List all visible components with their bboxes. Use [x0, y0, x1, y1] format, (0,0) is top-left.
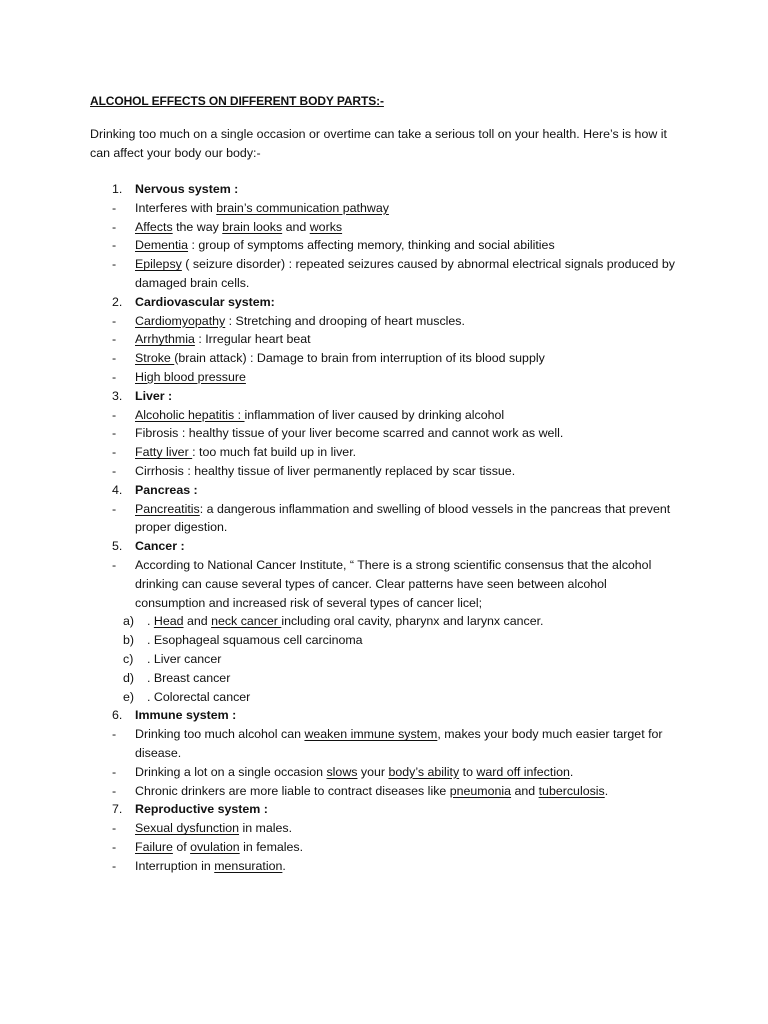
section-title: Pancreas : [135, 482, 198, 497]
sub-list-item [90, 669, 680, 688]
dash-marker: - [112, 238, 117, 253]
underlined-term: mensuration [214, 858, 283, 873]
dash-marker: - [112, 821, 117, 836]
bullet-text: . [604, 783, 609, 798]
dash-marker: - [112, 351, 117, 366]
sub-list-marker: e) [123, 689, 135, 704]
sub-list-item [90, 612, 680, 631]
section-title: Immune system : [135, 708, 237, 723]
sub-list-text: . [147, 614, 154, 629]
underlined-term: Epilepsy [135, 257, 182, 272]
bullet-text: Fibrosis : healthy tissue of your liver become scarred and cannot work as well. [135, 426, 564, 441]
bullet-item [90, 462, 680, 481]
underlined-term: brain looks [222, 219, 283, 234]
section-number: 3. [112, 388, 123, 403]
bullet-item [90, 406, 680, 425]
bullet-item [90, 349, 680, 368]
dash-marker: - [112, 557, 117, 572]
bullet-text: and [511, 783, 539, 798]
bullet-item [90, 556, 680, 612]
bullet-item [90, 368, 680, 387]
underlined-term: tuberculosis [538, 783, 605, 798]
intro-paragraph: Drinking too much on a single occasion or overtime can take a serious toll on your health. Here’s is how it can affect your body our body:- [90, 127, 667, 160]
bullet-text: . [282, 858, 286, 873]
sub-list-marker: d) [123, 670, 135, 685]
dash-marker: - [112, 407, 117, 422]
dash-marker: - [112, 219, 117, 234]
section-heading [90, 481, 680, 500]
dash-marker: - [112, 369, 117, 384]
bullet-text: , makes your body much easier target for disease. [135, 727, 663, 760]
dash-marker: - [112, 839, 117, 854]
sub-list-text: . Colorectal cancer [147, 689, 251, 704]
underlined-term: Sexual dysfunction [135, 821, 240, 836]
underlined-term: works [309, 219, 343, 234]
section-number: 6. [112, 708, 123, 723]
bullet-text: (brain attack) : Damage to brain from interruption of its blood supply [174, 351, 545, 366]
dash-marker: - [112, 426, 117, 441]
sub-list-item [90, 631, 680, 650]
bullet-text: : group of symptoms affecting memory, thinking and social abilities [188, 238, 555, 253]
underlined-term: Stroke [135, 351, 175, 366]
underlined-term: body’s ability [388, 764, 460, 779]
sub-list-text: including oral cavity, pharynx and larynx cancer. [281, 614, 544, 629]
dash-marker: - [112, 463, 117, 478]
underlined-term: Alcoholic hepatitis : [135, 407, 245, 422]
sub-list-text: . Esophageal squamous cell carcinoma [147, 633, 363, 648]
sub-list-text: . Liver cancer [147, 651, 222, 666]
dash-marker: - [112, 727, 117, 742]
bullet-text: : Irregular heart beat [194, 332, 311, 347]
bullet-item [90, 236, 680, 255]
sub-list-text: . Breast cancer [147, 670, 231, 685]
bullet-text: to [459, 764, 477, 779]
underlined-term: Affects [135, 219, 173, 234]
underlined-term: weaken immune system [304, 727, 438, 742]
bullet-item [90, 255, 680, 293]
dash-marker: - [112, 313, 117, 328]
underlined-term: ward off infection [476, 764, 570, 779]
bullet-item [90, 218, 680, 237]
bullet-item [90, 312, 680, 331]
bullet-text: : Stretching and drooping of heart muscles. [225, 313, 465, 328]
section-number: 2. [112, 294, 123, 309]
bullet-item [90, 838, 680, 857]
bullet-text: : a dangerous inflammation and swelling of blood vessels in the pancreas that prevent proper digestion. [135, 501, 671, 535]
dash-marker: - [112, 764, 117, 779]
underlined-term: ovulation [190, 839, 240, 854]
bullet-text: inflammation of liver caused by drinking alcohol [244, 407, 505, 422]
section-list [90, 180, 680, 875]
bullet-text: the way [172, 219, 223, 234]
section-title: Cancer : [135, 539, 185, 554]
section-heading [90, 293, 680, 312]
bullet-item [90, 763, 680, 782]
underlined-term: Fatty liver [135, 445, 193, 460]
bullet-item [90, 500, 680, 538]
section-title: Reproductive system : [135, 802, 268, 817]
underlined-term: neck cancer [211, 614, 282, 629]
bullet-item [90, 330, 680, 349]
bullet-text: in males. [239, 821, 293, 836]
bullet-text: and [282, 219, 310, 234]
sub-list-marker: b) [123, 633, 135, 648]
bullet-item [90, 782, 680, 801]
bullet-text: Interruption in [135, 858, 215, 873]
section-heading [90, 387, 680, 406]
dash-marker: - [112, 445, 117, 460]
sub-list-item [90, 688, 680, 707]
bullet-item [90, 199, 680, 218]
underlined-term: pneumonia [449, 783, 512, 798]
bullet-item [90, 443, 680, 462]
section-heading [90, 180, 680, 199]
underlined-term: Failure [135, 839, 173, 854]
underlined-term: Cardiomyopathy [135, 313, 226, 328]
section-heading [90, 800, 680, 819]
underlined-term: Head [153, 614, 184, 629]
section-title: Liver : [135, 388, 173, 403]
dash-marker: - [112, 257, 117, 272]
section-number: 1. [112, 182, 123, 196]
dash-marker: - [112, 332, 117, 347]
section-heading [90, 706, 680, 725]
bullet-text: According to National Cancer Institute, “ There is a strong scientific consensus that the alcohol drinking can cause several types of cancer. Clear patterns have seen between alcohol consumption and increased risk of several types of cancer licel; [135, 557, 652, 610]
document-title: ALCOHOL EFFECTS ON DIFFERENT BODY PARTS:- [90, 94, 384, 108]
sub-list-text: and [183, 614, 212, 629]
underlined-term: Pancreatitis [135, 501, 200, 516]
bullet-text: Drinking a lot on a single occasion [135, 764, 327, 779]
underlined-term: brain’s communication pathway [216, 200, 389, 215]
section-number: 5. [112, 539, 123, 554]
underlined-term: High blood pressure [135, 369, 246, 384]
bullet-text: in females. [239, 839, 304, 854]
dash-marker: - [112, 858, 117, 873]
bullet-text: your [357, 764, 389, 779]
bullet-text: . [569, 764, 574, 779]
sub-list-item [90, 650, 680, 669]
section-number: 4. [112, 482, 123, 497]
underlined-term: Arrhythmia [135, 332, 195, 347]
bullet-text: Drinking too much alcohol can [135, 727, 305, 742]
sub-list-marker: c) [123, 651, 134, 666]
dash-marker: - [112, 501, 117, 516]
bullet-item [90, 857, 680, 876]
section-title: Cardiovascular system: [135, 294, 275, 309]
underlined-term: slows [326, 764, 358, 779]
bullet-text: Interferes with [135, 200, 217, 215]
bullet-item [90, 424, 680, 443]
bullet-item [90, 819, 680, 838]
bullet-text: Cirrhosis : healthy tissue of liver permanently replaced by scar tissue. [135, 463, 516, 478]
document-page [90, 94, 680, 875]
bullet-item [90, 725, 680, 763]
dash-marker: - [112, 783, 117, 798]
sub-list-marker: a) [123, 614, 135, 629]
bullet-text: : too much fat build up in liver. [192, 445, 357, 460]
section-title: Nervous system : [135, 182, 239, 196]
underlined-term: Dementia [135, 238, 189, 253]
bullet-text: ( seizure disorder) : repeated seizures caused by abnormal electrical signals produced by damaged brain cells. [135, 257, 675, 290]
section-heading [90, 537, 680, 556]
dash-marker: - [112, 200, 117, 215]
bullet-text: of [172, 839, 191, 854]
bullet-text: Chronic drinkers are more liable to contract diseases like [135, 783, 450, 798]
section-number: 7. [112, 802, 123, 817]
